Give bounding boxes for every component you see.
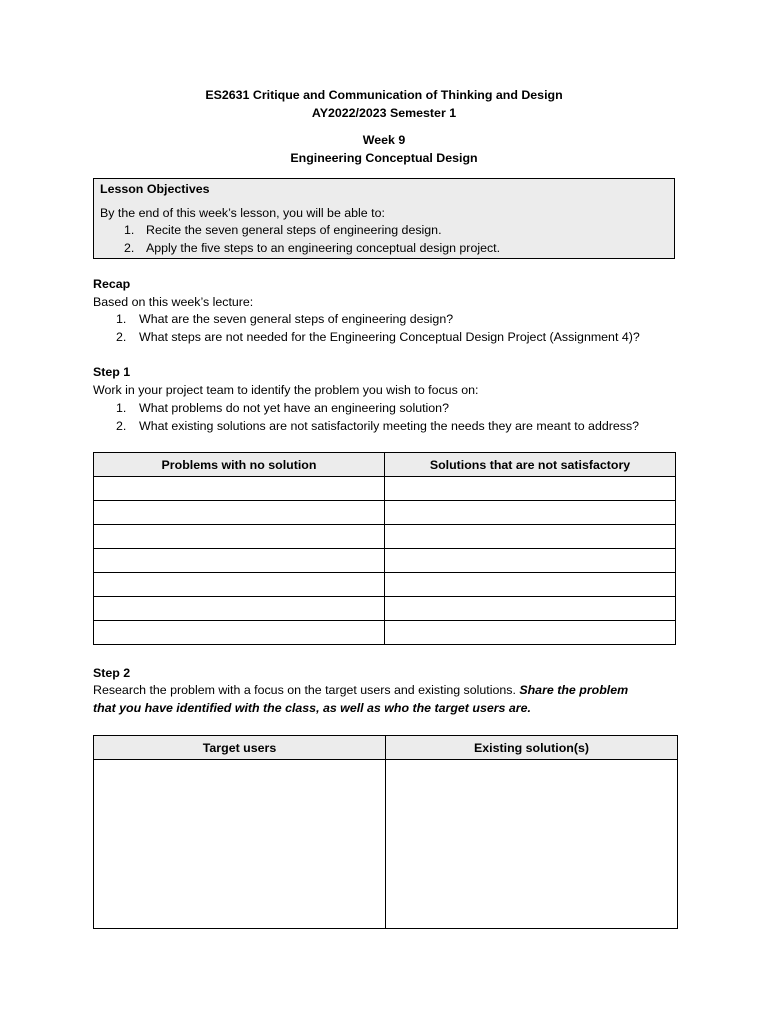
table-cell[interactable]	[94, 597, 385, 621]
table-cell[interactable]	[94, 573, 385, 597]
step1-heading: Step 1	[93, 365, 131, 379]
recap-text: What steps are not needed for the Engineering Conceptual Design Project (Assignment 4)?	[139, 329, 640, 344]
topic-title: Engineering Conceptual Design	[290, 151, 478, 165]
list-number: 2.	[124, 240, 135, 255]
step1-text: What existing solutions are not satisfactorily meeting the needs they are meant to address?	[139, 418, 640, 433]
step1-intro: Work in your project team to identify the problem you wish to focus on:	[93, 383, 479, 397]
step2-text-emphasis: Share the problem	[519, 683, 629, 697]
objectives-heading: Lesson Objectives	[100, 182, 210, 196]
column-header: Solutions that are not satisfactory	[385, 453, 676, 477]
table-cell[interactable]	[385, 621, 676, 645]
list-number: 2.	[116, 418, 127, 433]
lesson-objectives-box	[93, 178, 675, 259]
step2-text	[93, 682, 678, 717]
users-solutions-table	[93, 735, 678, 929]
table-cell[interactable]	[385, 573, 676, 597]
table-cell[interactable]	[386, 760, 678, 929]
table-row	[94, 525, 676, 549]
table-cell[interactable]	[94, 525, 385, 549]
recap-list	[116, 311, 676, 346]
step2-text-emphasis-cont: that you have identified with the class, as well as who the target users are.	[93, 700, 531, 715]
problems-solutions-table	[93, 452, 676, 645]
week-label: Week 9	[362, 133, 406, 147]
recap-item	[116, 329, 676, 347]
term-label: AY2022/2023 Semester 1	[311, 106, 457, 120]
table-cell[interactable]	[385, 477, 676, 501]
step1-list	[116, 400, 676, 435]
objective-text: Recite the seven general steps of engineering design.	[146, 223, 442, 237]
list-number: 1.	[124, 223, 135, 237]
table-cell[interactable]	[94, 477, 385, 501]
column-header: Target users	[94, 736, 386, 760]
table-row	[94, 501, 676, 525]
table-header-row	[94, 736, 678, 760]
step1-text: What problems do not yet have an engineering solution?	[139, 401, 449, 415]
table-cell[interactable]	[94, 549, 385, 573]
table-row	[94, 621, 676, 645]
list-number: 2.	[116, 329, 127, 344]
objective-item	[124, 240, 664, 258]
step2-heading: Step 2	[93, 666, 131, 680]
table-cell[interactable]	[385, 501, 676, 525]
table-cell[interactable]	[94, 621, 385, 645]
column-header: Existing solution(s)	[386, 736, 678, 760]
table-cell[interactable]	[385, 525, 676, 549]
table-row	[94, 597, 676, 621]
objective-text: Apply the five steps to an engineering conceptual design project.	[146, 240, 501, 255]
step2-text-plain: Research the problem with a focus on the target users and existing solutions.	[93, 683, 520, 697]
table-row	[94, 760, 678, 929]
table-row	[94, 549, 676, 573]
table-cell[interactable]	[385, 549, 676, 573]
course-title: ES2631 Critique and Communication of Thinking and Design	[205, 88, 563, 102]
recap-intro: Based on this week’s lecture:	[93, 295, 254, 309]
table-row	[94, 477, 676, 501]
objectives-intro: By the end of this week’s lesson, you will be able to:	[100, 206, 385, 220]
objectives-list	[124, 222, 664, 257]
recap-heading: Recap	[93, 277, 131, 291]
table-cell[interactable]	[94, 501, 385, 525]
table-header-row	[94, 453, 676, 477]
column-header: Problems with no solution	[94, 453, 385, 477]
table-row	[94, 573, 676, 597]
table-cell[interactable]	[385, 597, 676, 621]
table-cell[interactable]	[94, 760, 386, 929]
list-number: 1.	[116, 312, 127, 326]
step1-item	[116, 400, 676, 418]
objective-item	[124, 222, 664, 240]
recap-text: What are the seven general steps of engineering design?	[139, 312, 454, 326]
recap-item	[116, 311, 676, 329]
list-number: 1.	[116, 401, 127, 415]
step1-item	[116, 418, 676, 436]
